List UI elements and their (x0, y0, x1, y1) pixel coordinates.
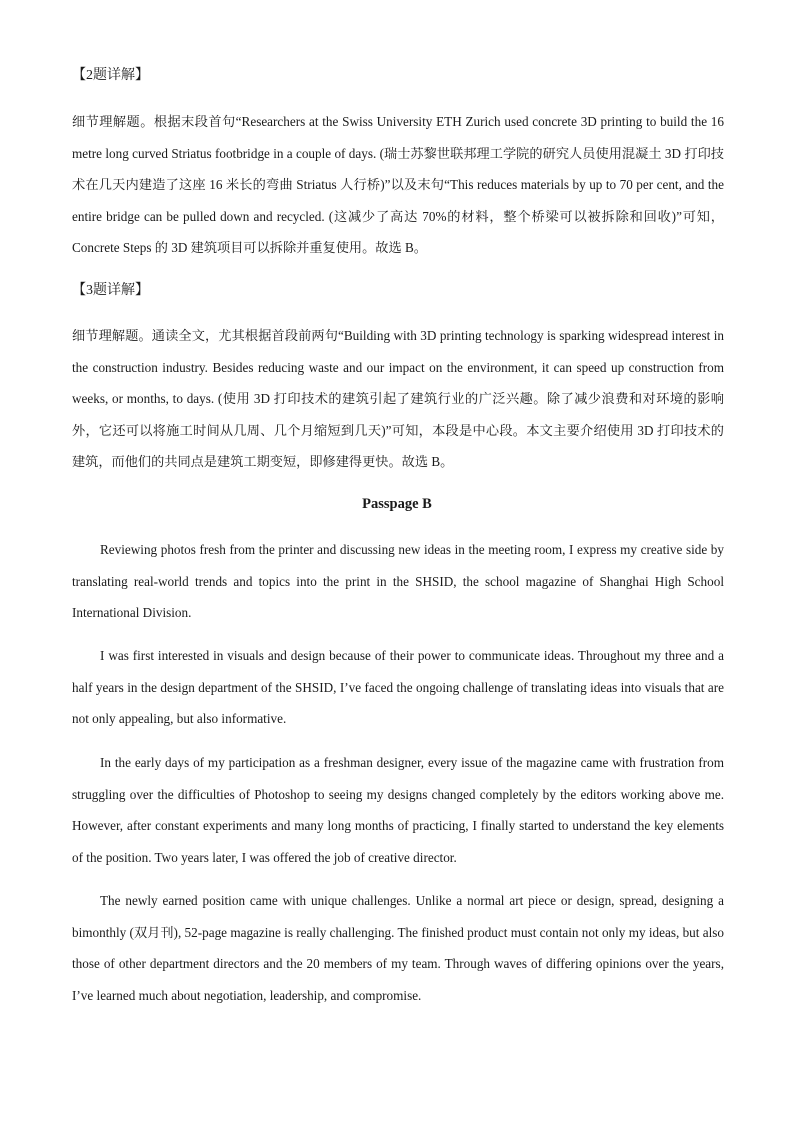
passage-title: Passpage B (362, 496, 432, 512)
section-heading-q2: 【2题详解】 (72, 68, 149, 83)
section-text-q3: 细节理解题。通读全文，尤其根据首段前两句“Building with 3D printing technology is sparking widespread interest in the construction industry. Besides reducing waste and our impact on the environment, it can speed up construction from weeks, or months, to days. (使用 3D 打印技术的建筑引起了建筑行业的广泛兴趣。除了减少浪费和对环境的影响外，它还可以将施工时间从几周、几个月缩短到几天)”可知，本段是中心段。本文主要介绍使用 3D 打印技术的建筑，而他们的共同点是建筑工期变短，即修建得更快。故选 B。 (72, 328, 724, 469)
section-heading-q3: 【3题详解】 (72, 283, 149, 298)
passage-paragraph-2: I was first interested in visuals and design because of their power to communicate ideas. Throughout my three and a half years in the design department of the SHSID, I’ve faced the ongoing challenge of translating ideas into visuals that are not only appealing, but also informative. (72, 648, 724, 726)
passage-paragraph-3: In the early days of my participation as a freshman designer, every issue of the magazine came with frustration from struggling over the difficulties of Photoshop to seeing my designs changed completely by the editors working above me. However, after constant experiments and many long months of practicing, I finally started to understand the key elements of the position. Two years later, I was offered the job of creative director. (72, 755, 724, 865)
passage-paragraph-1: Reviewing photos fresh from the printer and discussing new ideas in the meeting room, I express my creative side by translating real-world trends and topics into the print in the SHSID, the school magazine of Shanghai High School International Division. (72, 542, 724, 620)
section-text-q2: 细节理解题。根据末段首句“Researchers at the Swiss University ETH Zurich used concrete 3D printing to build the 16 metre long curved Striatus footbridge in a couple of days. (瑞士苏黎世联邦理工学院的研究人员使用混凝土 3D 打印技术在几天内建造了这座 16 米长的弯曲 Striatus 人行桥)”以及末句“This reduces materials by up to 70 per cent, and the entire bridge can be pulled down and recycled. (这减少了高达 70%的材料，整个桥梁可以被拆除和回收)”可知，Concrete Steps 的 3D 建筑项目可以拆除并重复使用。故选 B。 (72, 114, 724, 255)
passage-paragraph-4: The newly earned position came with unique challenges. Unlike a normal art piece or design, spread, designing a bimonthly (双月刊), 52-page magazine is really challenging. The finished product must contain not only my ideas, but also those of other department directors and the 20 members of my team. Through waves of differing opinions over the years, I’ve learned much about negotiation, leadership, and compromise. (72, 893, 724, 1003)
